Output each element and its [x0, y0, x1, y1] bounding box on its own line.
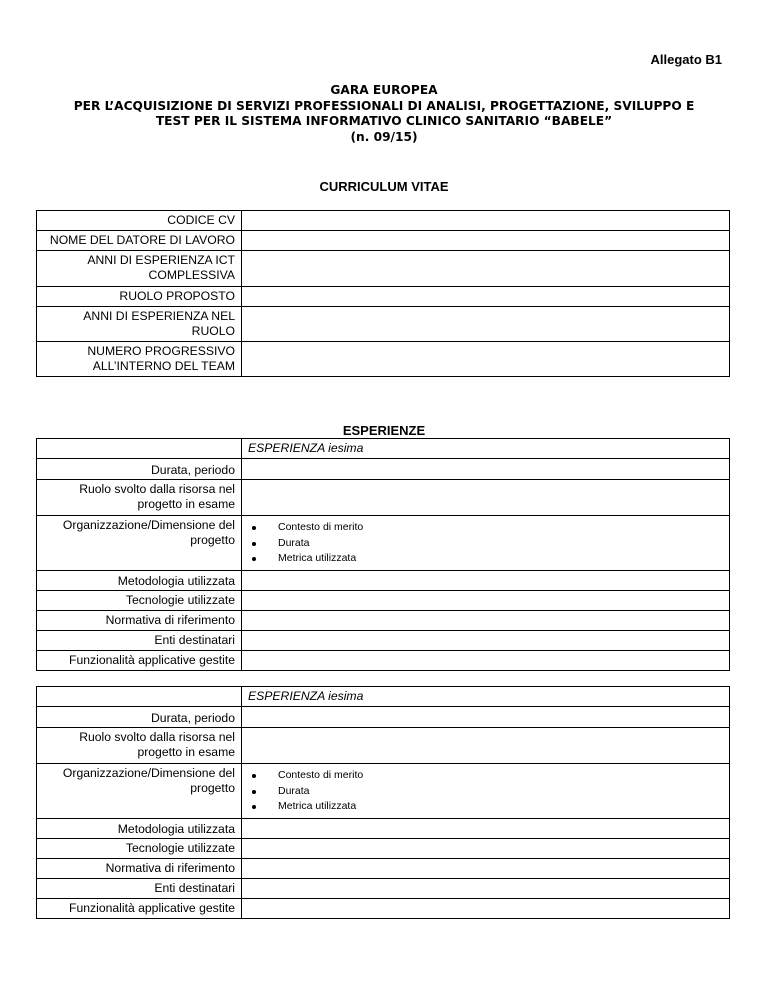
experience-value-field[interactable] — [242, 859, 730, 879]
experience-label: Organizzazione/Dimensione del progetto — [37, 764, 242, 819]
experience-value-field[interactable] — [242, 459, 730, 480]
experience-label: Ruolo svolto dalla risorsa nel progetto in esame — [37, 480, 242, 516]
cv-row — [37, 307, 730, 342]
cv-value-field[interactable] — [242, 342, 730, 377]
experience-row — [37, 728, 730, 764]
experience-bullets-cell[interactable] — [242, 516, 730, 571]
experience-row — [37, 859, 730, 879]
experience-heading: ESPERIENZA iesima — [242, 687, 730, 707]
experience-row — [37, 764, 730, 819]
experience-row — [37, 611, 730, 631]
experience-row — [37, 651, 730, 671]
experience-label: Enti destinatari — [37, 879, 242, 899]
experience-bullet-list — [248, 520, 723, 567]
cv-label: ANNI DI ESPERIENZA ICT COMPLESSIVA — [37, 251, 242, 287]
bullet-item: Metrica utilizzata — [278, 551, 723, 567]
cv-table — [36, 210, 730, 377]
experience-label: Ruolo svolto dalla risorsa nel progetto in esame — [37, 728, 242, 764]
cv-label: CODICE CV — [37, 211, 242, 231]
header-line-1: GARA EUROPEA — [330, 83, 438, 97]
document-header — [0, 83, 768, 145]
esperienze-title: ESPERIENZE — [342, 423, 426, 438]
experience-label: Organizzazione/Dimensione del progetto — [37, 516, 242, 571]
cv-value-field[interactable] — [242, 307, 730, 342]
experience-row — [37, 516, 730, 571]
cv-value-field[interactable] — [242, 211, 730, 231]
bullet-item: Durata — [278, 536, 723, 552]
experience-label: Durata, periodo — [37, 459, 242, 480]
experience-row — [37, 480, 730, 516]
experience-row — [37, 591, 730, 611]
experience-row — [37, 571, 730, 591]
experience-label: Metodologia utilizzata — [37, 819, 242, 839]
experience-label: Durata, periodo — [37, 707, 242, 728]
experience-row — [37, 819, 730, 839]
experience-label: Normativa di riferimento — [37, 611, 242, 631]
experience-value-field[interactable] — [242, 707, 730, 728]
bullet-item: Durata — [278, 784, 723, 800]
experience-label: Normativa di riferimento — [37, 859, 242, 879]
header-line-4: (n. 09/15) — [350, 129, 418, 144]
experience-row — [37, 879, 730, 899]
header-line-2: PER L’ACQUISIZIONE DI SERVIZI PROFESSIONALI DI ANALISI, PROGETTAZIONE, SVILUPPO E — [73, 98, 695, 113]
experience-value-field[interactable] — [242, 651, 730, 671]
cv-row — [37, 211, 730, 231]
experience-table — [36, 686, 730, 919]
cv-value-field[interactable] — [242, 231, 730, 251]
experience-value-field[interactable] — [242, 899, 730, 919]
experience-header-row — [37, 439, 730, 459]
experience-label: Tecnologie utilizzate — [37, 591, 242, 611]
experience-label: Tecnologie utilizzate — [37, 839, 242, 859]
experience-heading: ESPERIENZA iesima — [242, 439, 730, 459]
experience-bullet-list — [248, 768, 723, 815]
experience-value-field[interactable] — [242, 879, 730, 899]
experience-label: Enti destinatari — [37, 631, 242, 651]
experience-value-field[interactable] — [242, 591, 730, 611]
attachment-label: Allegato B1 — [650, 52, 722, 67]
header-line-3: TEST PER IL SISTEMA INFORMATIVO CLINICO SANITARIO “BABELE” — [155, 114, 613, 128]
experience-value-field[interactable] — [242, 631, 730, 651]
experience-label: Funzionalità applicative gestite — [37, 651, 242, 671]
experience-row — [37, 631, 730, 651]
experience-row — [37, 839, 730, 859]
bullet-item: Contesto di merito — [278, 768, 723, 784]
experience-label: Funzionalità applicative gestite — [37, 899, 242, 919]
experience-value-field[interactable] — [242, 480, 730, 516]
experience-row — [37, 899, 730, 919]
bullet-item: Contesto di merito — [278, 520, 723, 536]
experience-row — [37, 459, 730, 480]
experience-value-field[interactable] — [242, 819, 730, 839]
experience-row — [37, 707, 730, 728]
cv-label: NOME DEL DATORE DI LAVORO — [37, 231, 242, 251]
experience-header-row — [37, 687, 730, 707]
experience-header-empty — [37, 687, 242, 707]
bullet-item: Metrica utilizzata — [278, 799, 723, 815]
experience-header-empty — [37, 439, 242, 459]
cv-label: ANNI DI ESPERIENZA NEL RUOLO — [37, 307, 242, 342]
cv-value-field[interactable] — [242, 287, 730, 307]
experience-table — [36, 438, 730, 671]
cv-row — [37, 251, 730, 287]
cv-label: NUMERO PROGRESSIVO ALL’INTERNO DEL TEAM — [37, 342, 242, 377]
cv-value-field[interactable] — [242, 251, 730, 287]
cv-label: RUOLO PROPOSTO — [37, 287, 242, 307]
cv-row — [37, 231, 730, 251]
cv-title: CURRICULUM VITAE — [319, 179, 449, 194]
experience-label: Metodologia utilizzata — [37, 571, 242, 591]
experience-value-field[interactable] — [242, 571, 730, 591]
experience-value-field[interactable] — [242, 839, 730, 859]
experience-value-field[interactable] — [242, 728, 730, 764]
experience-value-field[interactable] — [242, 611, 730, 631]
experience-bullets-cell[interactable] — [242, 764, 730, 819]
cv-row — [37, 342, 730, 377]
cv-row — [37, 287, 730, 307]
